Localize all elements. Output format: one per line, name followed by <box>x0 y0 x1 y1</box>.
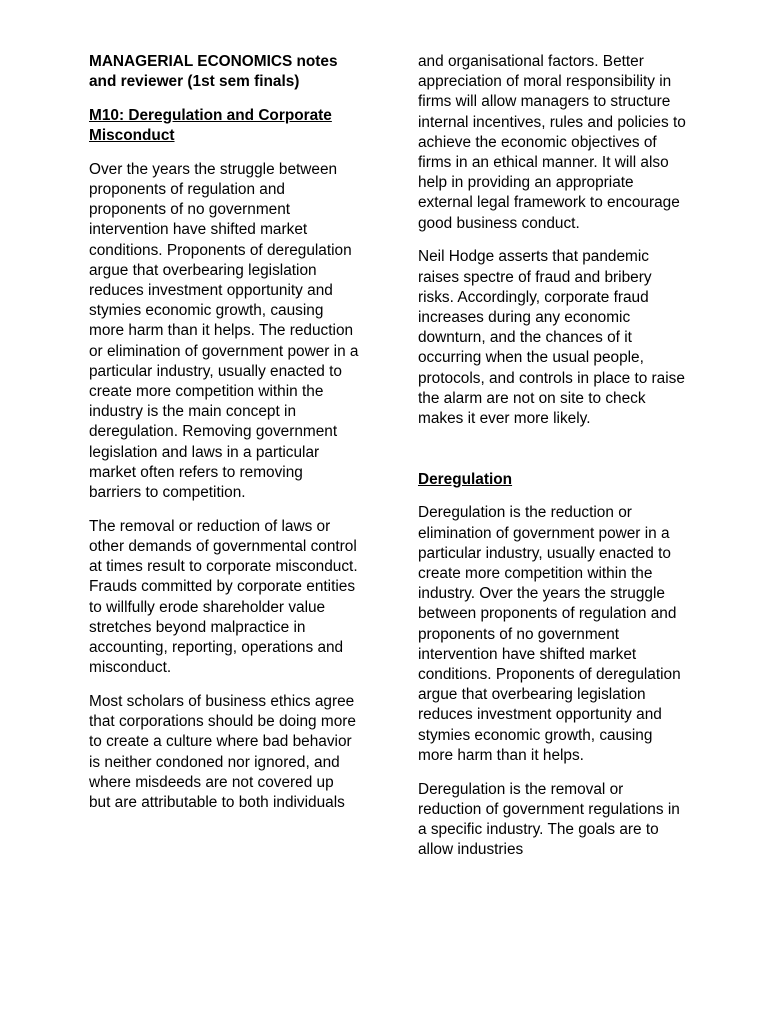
section-heading-m10: M10: Deregulation and Corporate Misconduct <box>89 106 332 145</box>
paragraph: Deregulation is the removal or reduction of government regulations in a specific industry. The goals are to allow industries <box>418 780 680 859</box>
document-title: MANAGERIAL ECONOMICS notes and reviewer (1st sem finals) <box>89 53 338 91</box>
section-heading-deregulation: Deregulation <box>418 470 513 488</box>
left-column <box>89 52 359 827</box>
paragraph: and organisational factors. Better appreciation of moral responsibility in firms will allow managers to structure internal incentives, rules and policies to achieve the economic objectives of firms in an ethical manner. It will also help in providing an appropriate external legal framework to encourage good business conduct. <box>418 53 686 232</box>
paragraph: The removal or reduction of laws or other demands of governmental control at times result to corporate misconduct. Frauds committed by corporate entities to willfully erode shareholder value stretches beyond malpractice in accounting, reporting, operations and misconduct. <box>89 517 358 677</box>
paragraph: Neil Hodge asserts that pandemic raises spectre of fraud and bribery risks. Accordingly, corporate fraud increases during any economic downturn, and the chances of it occurring when the usual people, protocols, and controls in place to raise the alarm are not on site to check makes it ever more likely. <box>418 248 685 427</box>
paragraph: Over the years the struggle between proponents of regulation and proponents of no government intervention have shifted market conditions. Proponents of deregulation argue that overbearing legislation reduces investment opportunity and stymies economic growth, causing more harm than it helps. The reduction or elimination of government power in a particular industry, usually enacted to create more competition within the industry is the main concept in deregulation. Removing government legislation and laws in a particular market often refers to removing barriers to competition. <box>89 160 359 502</box>
blank-space <box>418 443 686 470</box>
right-column <box>418 52 686 874</box>
paragraph: Deregulation is the reduction or elimination of government power in a particular industry, usually enacted to create more competition within the industry. Over the years the struggle between proponents of regulation and proponents of no government intervention have shifted market conditions. Proponents of deregulation argue that overbearing legislation reduces investment opportunity and stymies economic growth, causing more harm than it helps. <box>418 504 681 764</box>
paragraph: Most scholars of business ethics agree that corporations should be doing more to create a culture where bad behavior is neither condoned nor ignored, and where misdeeds are not covered up but are attributable to both individuals <box>89 692 356 811</box>
